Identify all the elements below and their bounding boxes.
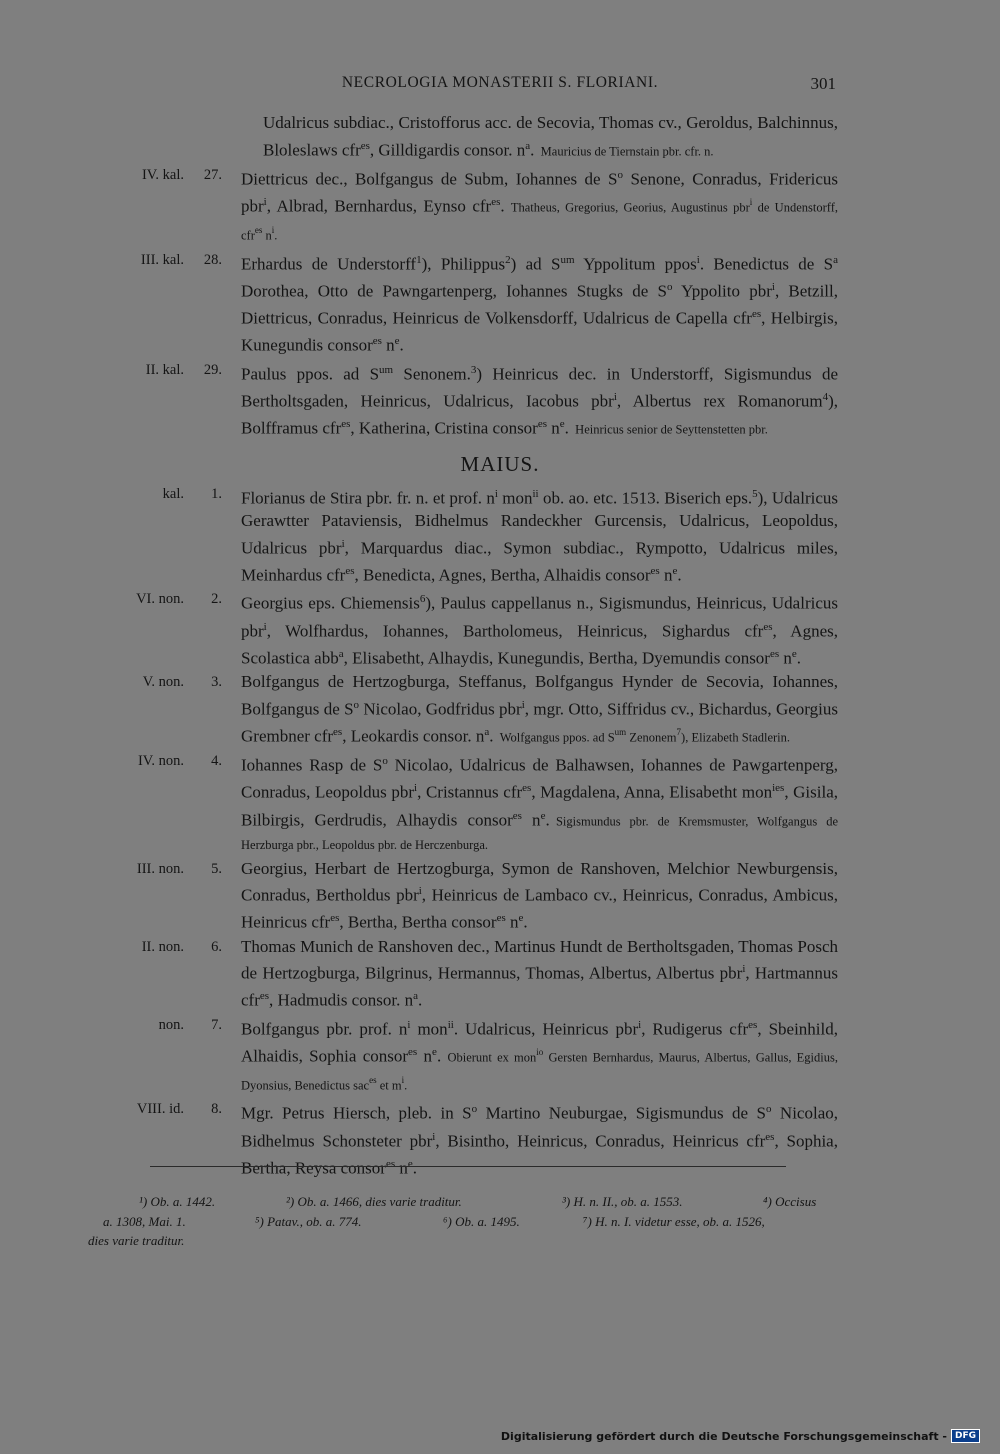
entry-text	[241, 858, 838, 935]
text-run: , Katherina, Cristina consor	[350, 418, 538, 438]
day-number: 28.	[203, 251, 222, 268]
footnote-3: ³) H. n. II., ob. a. 1553.	[562, 1194, 683, 1209]
superscript: es	[765, 1130, 775, 1143]
text-run: n	[659, 565, 673, 585]
entry-text	[241, 483, 838, 587]
superscript: i	[407, 1018, 411, 1031]
text-run: , Elisabetht, Alhaydis, Kunegundis, Bertha, Dyemundis consor	[343, 648, 770, 668]
text-run: . Benedictus de S	[699, 254, 834, 274]
superscript: es	[512, 809, 522, 822]
roman-date: non.	[158, 1016, 184, 1033]
text-run: , Heinricus de Lambaco cv., Heinricus, Conradus, Ambicus, Heinricus cfr	[241, 885, 838, 933]
text-run: , Albrad, Bernhardus, Eynso cfr	[266, 196, 492, 216]
text-run: , Betzill, Diettricus, Conradus, Heinricus de Volkensdorff, Udalricus de Capella cfr	[241, 281, 838, 328]
april-entry	[0, 164, 1000, 248]
superscript: es	[763, 620, 773, 633]
text-run: Georgius eps. Chiemensis	[241, 594, 420, 613]
text-run: , Gilldigardis consor. n	[369, 140, 526, 160]
added-note: Thatheus, Gregorius, Georius, Augustinus pbr	[504, 200, 750, 215]
superscript: o	[617, 168, 624, 181]
text-run: , Helbirgis, Kunegundis consor	[241, 308, 838, 355]
text-run: . Udalricus, Heinricus pbr	[453, 1019, 639, 1039]
superscript: es	[254, 225, 263, 236]
superscript: ii	[447, 1018, 454, 1031]
digitization-credit	[501, 1429, 980, 1443]
added-note: ), Elizabeth Stadlerin.	[681, 730, 791, 745]
superscript: o	[353, 698, 360, 711]
day-number: 3.	[211, 674, 222, 691]
superscript: es	[537, 418, 548, 431]
text-run: , Bertha, Bertha consor	[339, 913, 497, 933]
superscript: i	[613, 390, 617, 403]
entry-text	[241, 164, 838, 248]
superscript: e	[559, 418, 565, 431]
added-note: Sigismundus pbr. de Kremsmuster, Wolfgangus de Herzburga pbr., Leopoldus pbr. de Herczenburga.	[241, 814, 839, 852]
text-run: , Albertus rex Romanorum	[616, 391, 823, 411]
text-run: , Wolfhardus, Iohannes, Bartholomeus, Heinricus, Sighardus cfr	[266, 621, 764, 641]
text-run: , Rudigerus cfr	[641, 1019, 749, 1039]
text-run: , Magdalena, Anna, Elisabetht mon	[531, 783, 773, 803]
superscript: 4	[822, 390, 829, 403]
footnote-7: ⁷) H. n. I. videtur esse, ob. a. 1526,	[583, 1213, 765, 1229]
superscript: i	[432, 1130, 436, 1143]
april-entry	[0, 112, 1000, 163]
superscript: o	[382, 755, 388, 768]
section-title: MAIUS.	[460, 452, 540, 476]
superscript: es	[496, 912, 506, 925]
superscript: a	[413, 990, 418, 1003]
april-entries	[0, 112, 1000, 442]
superscript: es	[360, 139, 370, 152]
text-run: ), Paulus cappellanus n., Sigismundus, Heinricus, Udalricus pbr	[241, 594, 838, 641]
text-run: Nicolao, Godfridus pbr	[359, 699, 522, 719]
roman-date: IV. kal.	[141, 166, 184, 183]
superscript: i	[263, 196, 267, 209]
superscript: e	[432, 1045, 437, 1058]
text-run: Martino Neuburgae, Sigismundus de S	[477, 1104, 766, 1124]
added-note: Gersten Bernhardus, Maurus, Albertus, Gallus, Egidius, Dyonsius, Benedictus sac	[241, 1050, 838, 1093]
roman-date: V. non.	[142, 674, 184, 691]
superscript: es	[372, 335, 382, 348]
may-entries	[0, 483, 1000, 1181]
text-run: ob. ao. etc. 1513. Biserich eps.	[538, 488, 753, 508]
superscript: i	[271, 225, 275, 236]
footnote-2: ²) Ob. a. 1466, dies varie traditur.	[286, 1194, 462, 1209]
text-run: ), Udalricus Gerawtter Pataviensis, Bidhelmus Randeckher Gurcensis, Udalricus, Leopoldus, Udalricus pbr	[241, 488, 838, 558]
text-run: .	[399, 336, 404, 355]
text-run: Erhardus de Understorff	[241, 254, 417, 274]
credit-text: Digitalisierung gefördert durch die Deutsche Forschungsgemeinschaft -	[500, 1429, 947, 1443]
day-number: 27.	[203, 166, 222, 183]
text-run: , Leokardis consor. n	[342, 726, 485, 746]
text-run: ) ad S	[510, 254, 561, 274]
may-entry	[0, 1098, 1000, 1180]
day-number: 2.	[211, 591, 222, 608]
text-run: mon	[497, 488, 533, 508]
superscript: es	[385, 1157, 396, 1170]
superscript: io	[536, 1046, 544, 1057]
added-note: .	[274, 229, 278, 243]
roman-date: II. kal.	[145, 361, 184, 378]
superscript: i	[341, 537, 345, 550]
text-run: n	[547, 418, 560, 438]
entry-text	[241, 1098, 838, 1180]
superscript: a	[338, 647, 344, 660]
footnote-rule	[150, 1166, 786, 1167]
text-run: , Cristannus cfr	[417, 783, 523, 803]
superscript: um	[614, 726, 627, 737]
may-entry	[0, 936, 1000, 1013]
text-run: .	[530, 140, 535, 160]
text-run: , Bisintho, Heinricus, Conradus, Heinricus cfr	[435, 1131, 766, 1151]
superscript: e	[540, 809, 546, 822]
text-run: , Gisila, Bilbirgis, Gerdrudis, Alhaydis consor	[241, 783, 839, 830]
text-run: , Sbeinhild, Alhaidis, Sophia consor	[241, 1019, 839, 1066]
text-run: mon	[410, 1019, 448, 1039]
text-run: n	[381, 336, 395, 355]
day-number: 7.	[211, 1016, 222, 1033]
superscript: i	[414, 782, 418, 795]
text-run: Udalricus subdiac., Cristofforus acc. de Secovia, Thomas cv., Geroldus, Balchinnus, Bloleslaws cfr	[263, 113, 838, 160]
text-run: Senone, Conradus, Fridericus pbr	[241, 169, 839, 216]
day-number: 8.	[211, 1101, 222, 1118]
superscript: ies	[772, 782, 785, 795]
superscript: um	[560, 253, 575, 266]
text-run: Yppolitum ppos	[574, 254, 697, 274]
superscript: i	[494, 488, 498, 500]
superscript: e	[672, 565, 678, 578]
day-number: 6.	[211, 938, 222, 955]
dfg-logo: DFG	[951, 1429, 980, 1443]
text-run: .	[677, 565, 682, 585]
superscript: i	[749, 197, 753, 208]
superscript: es	[345, 565, 355, 578]
roman-date: kal.	[162, 486, 184, 502]
day-number: 1.	[211, 486, 222, 502]
text-run: , Hartmannus cfr	[241, 963, 839, 1011]
text-run: ) Heinricus dec. in Understorff, Sigismundus de Bertholtsgaden, Heinricus, Udalricus, Iacobus pbr	[241, 364, 838, 411]
roman-date: III. kal.	[140, 251, 184, 268]
text-run: Nicolao, Bidhelmus Schonsteter pbr	[241, 1104, 838, 1151]
superscript: e	[407, 1157, 413, 1170]
superscript: i	[418, 885, 422, 898]
text-run: n	[417, 1046, 433, 1066]
page-number: 301	[810, 74, 836, 93]
entry-text	[241, 112, 838, 163]
superscript: o	[765, 1103, 772, 1116]
text-run: n	[505, 913, 519, 933]
footnotes	[88, 1192, 835, 1251]
text-run: , Sophia, Bertha, Reysa consor	[241, 1131, 838, 1178]
may-entry	[0, 483, 1000, 587]
may-entry	[0, 1014, 1000, 1098]
superscript: es	[330, 912, 340, 925]
superscript: 7	[676, 726, 682, 737]
entry-text	[241, 588, 838, 670]
superscript: es	[333, 725, 343, 738]
footnote-1: ¹) Ob. a. 1442.	[139, 1194, 216, 1209]
page-header	[0, 72, 1000, 98]
roman-date: II. non.	[141, 938, 184, 955]
superscript: i	[638, 1018, 642, 1031]
superscript: a	[484, 725, 490, 738]
text-run: Thomas Munich de Ranshoven dec., Martinus Hundt de Bertholtsgaden, Thomas Posch de Hertzogburga, Bilgrinus, Hermannus, Thomas, Albertus, Albertus pbr	[241, 936, 838, 983]
superscript: o	[666, 280, 673, 293]
added-note: Mauricius de Tiernstain pbr. cfr. n.	[534, 144, 714, 159]
text-run: Paulus ppos. ad S	[241, 364, 380, 384]
superscript: es	[650, 565, 660, 578]
may-entry	[0, 588, 1000, 670]
text-run: ), Bolfframus cfr	[241, 391, 838, 438]
superscript: i	[742, 963, 746, 976]
superscript: 1	[416, 253, 422, 266]
superscript: es	[341, 418, 351, 431]
roman-date: VIII. id.	[136, 1101, 184, 1118]
footnote-5: ⁵) Patav., ob. a. 774.	[255, 1213, 362, 1229]
superscript: 6	[419, 593, 426, 606]
superscript: es	[769, 647, 780, 660]
superscript: es	[748, 1018, 758, 1031]
superscript: um	[379, 363, 394, 376]
day-number: 29.	[203, 361, 222, 378]
superscript: es	[259, 990, 270, 1003]
added-note: Heinricus senior de Seyttenstetten pbr.	[568, 422, 768, 437]
superscript: 2	[505, 253, 511, 266]
text-run: Diettricus dec., Bolfgangus de Subm, Iohannes de S	[241, 169, 618, 189]
added-note: .	[404, 1078, 408, 1093]
superscript: i	[521, 698, 525, 711]
text-run: Senonem.	[393, 364, 471, 384]
text-run: , Agnes, Scolastica abb	[241, 621, 838, 668]
roman-date: IV. non.	[137, 753, 184, 770]
text-run: .	[796, 648, 802, 668]
roman-date: III. non.	[136, 860, 184, 877]
may-entry	[0, 671, 1000, 749]
text-run: , Benedicta, Agnes, Bertha, Alhaidis consor	[354, 565, 651, 585]
superscript: a	[525, 139, 531, 152]
entry-text	[241, 750, 838, 856]
superscript: es	[369, 1075, 377, 1086]
text-run: .	[500, 196, 505, 216]
superscript: 5	[752, 488, 758, 500]
running-title: NECROLOGIA MONASTERII S. FLORIANI.	[341, 74, 659, 91]
roman-date: VI. non.	[136, 591, 184, 608]
day-number: 4.	[211, 753, 222, 770]
text-run: Georgius, Herbart de Hertzogburga, Symon de Ranshoven, Melchior Newburgensis, Conradus, Bertholdus pbr	[241, 858, 838, 905]
added-note: Wolfgangus ppos. ad S	[493, 730, 615, 745]
added-note: et m	[376, 1078, 402, 1093]
april-entry	[0, 359, 1000, 442]
added-note: Obierunt ex mon	[441, 1050, 537, 1065]
may-entry	[0, 750, 1000, 856]
text-run: , Marquardus diac., Symon subdiac., Rympotto, Udalricus miles, Meinhardus cfr	[241, 538, 838, 585]
text-run: .	[417, 991, 423, 1011]
text-run: , mgr. Otto, Siffridus cv., Bichardus, Georgius Grembner cfr	[241, 699, 838, 746]
entry-text	[241, 249, 838, 358]
text-run: Dorothea, Otto de Pawngartenperg, Iohannes Stugks de S	[241, 281, 667, 301]
superscript: i	[771, 280, 775, 293]
day-number: 5.	[211, 860, 222, 877]
text-run: ), Philippus	[421, 254, 506, 274]
superscript: e	[394, 335, 400, 348]
april-entry	[0, 249, 1000, 358]
text-run: Bolfgangus pbr. prof. n	[241, 1019, 408, 1039]
footnote-4-cont: a. 1308, Mai. 1.	[103, 1213, 186, 1229]
superscript: 3	[470, 363, 477, 376]
superscript: ii	[532, 488, 539, 500]
text-run: Mgr. Petrus Hiersch, pleb. in S	[241, 1104, 472, 1124]
added-note: de Undenstorff, cfr	[241, 200, 838, 243]
footnote-6: ⁶) Ob. a. 1495.	[443, 1213, 520, 1229]
superscript: a	[833, 253, 839, 266]
may-entry	[0, 858, 1000, 935]
superscript: i	[696, 253, 700, 266]
superscript: e	[518, 912, 524, 925]
footnote-7-cont: dies varie traditur.	[88, 1233, 185, 1248]
added-note: n	[262, 229, 272, 243]
text-run: Florianus de Stira pbr. fr. n. et prof. n	[241, 488, 495, 508]
text-run: .	[523, 913, 528, 933]
text-run: Yppolito pbr	[672, 281, 772, 301]
text-run: .	[412, 1158, 417, 1178]
text-run: Nicolao, Udalricus de Balhawsen, Iohannes de Pawgartenperg, Conradus, Leopoldus pbr	[241, 755, 839, 803]
text-run: n	[779, 648, 792, 668]
text-run: Iohannes Rasp de S	[241, 755, 383, 775]
superscript: es	[751, 308, 762, 321]
entry-text	[241, 936, 838, 1013]
superscript: es	[522, 782, 532, 795]
superscript: i	[263, 620, 267, 633]
superscript: es	[491, 196, 501, 209]
text-run: .	[436, 1046, 442, 1066]
text-run: .	[545, 810, 550, 830]
superscript: i	[401, 1075, 405, 1086]
superscript: o	[471, 1103, 478, 1116]
superscript: es	[408, 1045, 418, 1058]
text-run: , Hadmudis consor. n	[269, 991, 414, 1011]
entry-text	[241, 671, 838, 749]
entry-text	[241, 1014, 838, 1098]
superscript: e	[791, 647, 797, 660]
text-run: n	[521, 810, 541, 830]
footnote-4: ⁴) Occisus	[763, 1194, 817, 1209]
text-run: n	[395, 1158, 408, 1178]
entry-text	[241, 359, 838, 442]
added-note: Zenonem	[626, 730, 677, 745]
text-run: .	[489, 726, 494, 746]
text-run: Bolfgangus de Hertzogburga, Steffanus, Bolfgangus Hynder de Secovia, Iohannes, Bolfgangus de S	[241, 672, 838, 719]
text-run: .	[564, 418, 569, 438]
